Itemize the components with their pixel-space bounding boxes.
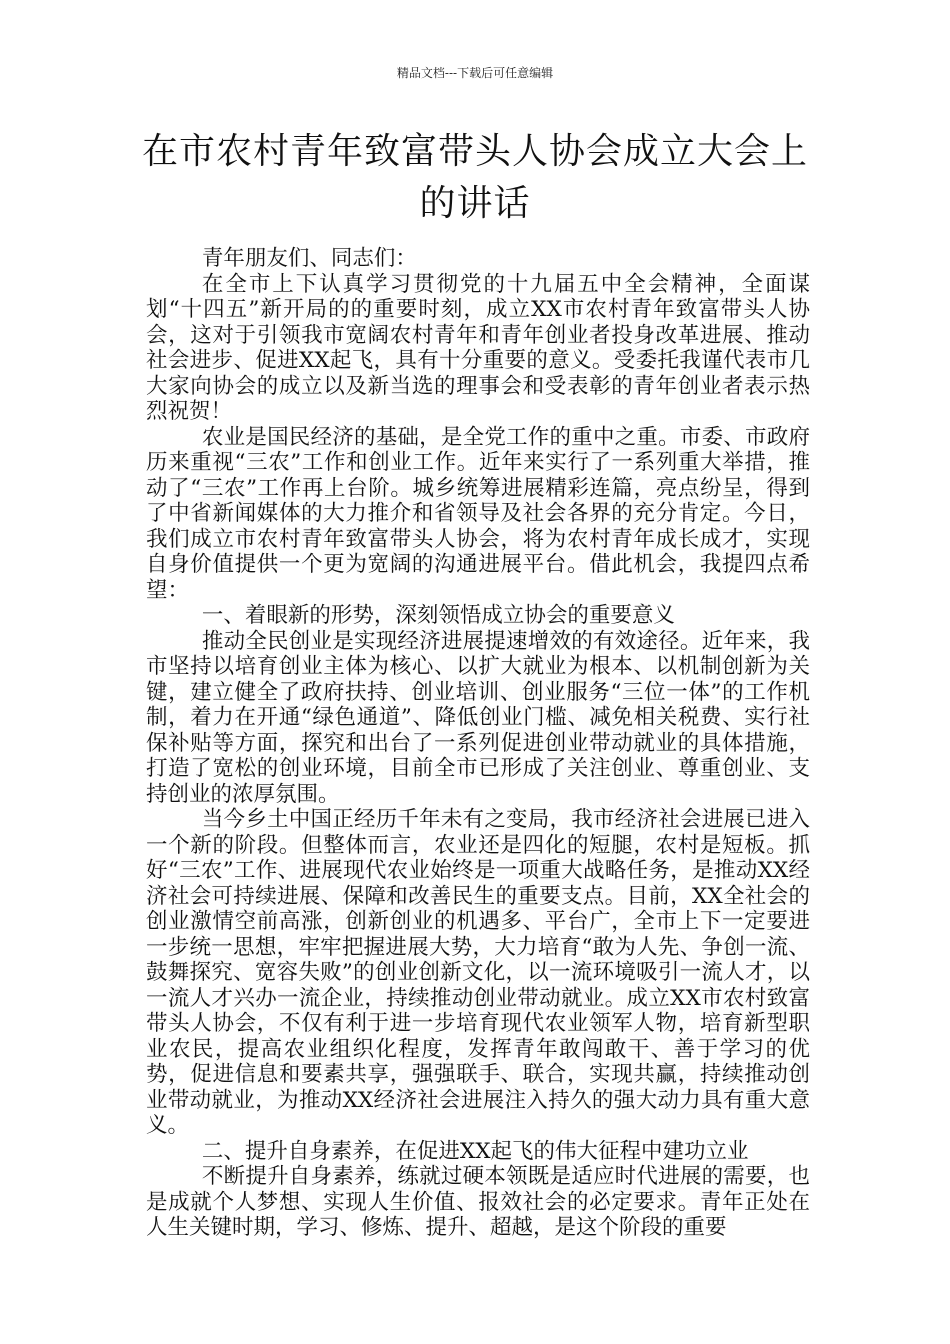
paragraph: 农业是国民经济的基础，是全党工作的重中之重。市委、市政府历来重视“三农”工作和创业工作。近年来实行了一系列重大举措，推动了“三农”工作再上台阶。城乡统筹进展精彩连篇，亮点纷呈，得到了中省新闻媒体的大力推介和省领导及社会各界的充分肯定。今日，我们成立市农村青年致富带头人协会，将为农村青年成长成才，实现自身价值提供一个更为宽阔的沟通进展平台。借此机会，我提四点希望： (146, 424, 810, 603)
section-heading-2: 二、提升自身素养，在促进XX起飞的伟大征程中建功立业 (201, 1138, 749, 1164)
page-title: 在市农村青年致富带头人协会成立大会上的讲话 (141, 131, 808, 224)
paragraph: 推动全民创业是实现经济进展提速增效的有效途径。近年来，我市坚持以培育创业主体为核心、以扩大就业为根本、以机制创新为关键，建立健全了政府扶持、创业培训、创业服务“三位一体”的工作机制，着力在开通“绿色通道”、降低创业门槛、减免相关税费、实行社保补贴等方面，探究和出台了一系列促进创业带动就业的具体措施，打造了宽松的创业环境，目前全市已形成了关注创业、尊重创业、支持创业的浓厚氛围。 (146, 628, 810, 807)
paragraph: 当今乡土中国正经历千年未有之变局，我市经济社会进展已进入一个新的阶段。但整体而言，农业还是四化的短腿，农村是短板。抓好“三农”工作、进展现代农业始终是一项重大战略任务，是推动XX经济社会可持续进展、保障和改善民生的重要支点。目前，XX全社会的创业激情空前高涨，创新创业的机遇多、平台广，全市上下一定要进一步统一思想，牢牢把握进展大势，大力培育“敢为人先、争创一流、鼓舞探究、宽容失败”的创业创新文化，以一流环境吸引一流人才，以一流人才兴办一流企业，持续推动创业带动就业。成立XX市农村致富带头人协会，不仅有利于进一步培育现代农业领军人物，培育新型职业农民，提高农业组织化程度，发挥青年敢闯敢干、善于学习的优势，促进信息和要素共享，强强联手、联合，实现共赢，持续推动创业带动就业，为推动XX经济社会进展注入持久的强大动力具有重大意义。 (146, 807, 810, 1138)
salutation: 青年朋友们、同志们： (201, 246, 417, 271)
section-heading-1: 一、着眼新的形势，深刻领悟成立协会的重要意义 (201, 603, 675, 628)
paragraph: 不断提升自身素养，练就过硬本领既是适应时代进展的需要，也是成就个人梦想、实现人生价值、报效社会的必定要求。青年正处在人生关键时期，学习、修炼、提升、超越，是这个阶段的重要 (146, 1164, 810, 1240)
paragraph: 在全市上下认真学习贯彻党的十九届五中全会精神，全面谋划“十四五”新开局的的重要时刻，成立XX市农村青年致富带头人协会，这对于引领我市宽阔农村青年和青年创业者投身改革进展、推动社会进步、促进XX起飞，具有十分重要的意义。受委托我谨代表市几大家向协会的成立以及新当选的理事会和受表彰的青年创业者表示热烈祝贺！ (146, 271, 810, 424)
document-body (146, 246, 810, 1241)
header-note: 精品文档---下载后可任意编辑 (396, 66, 554, 80)
